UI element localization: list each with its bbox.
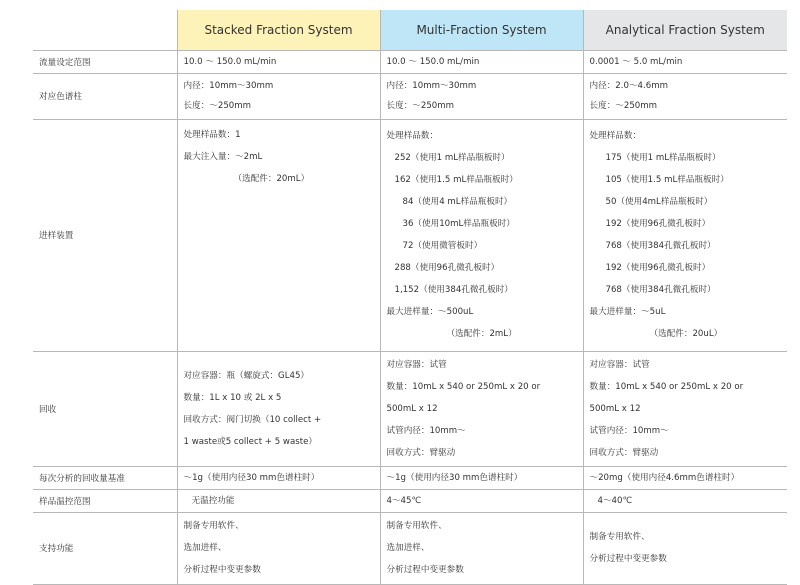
cell-line: 4～40℃ bbox=[597, 495, 633, 506]
header-row bbox=[33, 10, 787, 50]
cell-line: ～20mg（使用内径4.6mm色谱柱时） bbox=[589, 472, 740, 483]
cell-s2 bbox=[380, 351, 583, 466]
cell-line: 10.0 ～ 150.0 mL/min bbox=[386, 56, 480, 67]
header-stacked-fraction: Stacked Fraction System bbox=[177, 10, 380, 50]
cell-line: 选加进样、 bbox=[183, 543, 227, 553]
cell-line: 回收方式：阀门切换（10 collect + bbox=[183, 414, 322, 425]
cell-line: 4～45℃ bbox=[386, 495, 422, 506]
cell-line: 回收方式：臂驱动 bbox=[589, 447, 659, 458]
cell-s1 bbox=[177, 119, 380, 351]
row-label: 对应色谱柱 bbox=[33, 73, 177, 119]
cell-line: 内径：10mm～30mm bbox=[183, 81, 274, 91]
corner-cell bbox=[33, 10, 177, 50]
cell-line: 分析过程中变更参数 bbox=[386, 565, 464, 575]
cell-line: 处理样品数： bbox=[386, 131, 439, 141]
cell-line: 对应容器：瓶（螺旋式：GL45） bbox=[183, 370, 310, 381]
cell-s3 bbox=[583, 351, 787, 466]
cell-s2 bbox=[380, 466, 583, 489]
cell-s3 bbox=[583, 119, 787, 351]
cell-line: 最大注入量：～2mL bbox=[183, 151, 263, 162]
cell-line: 10.0 ～ 150.0 mL/min bbox=[183, 56, 277, 67]
cell-line: 内径：2.0～4.6mm bbox=[589, 81, 668, 91]
cell-line: 处理样品数： bbox=[589, 131, 642, 141]
row-temperature bbox=[33, 489, 787, 512]
cell-line: 84（使用4 mL样品瓶板时） bbox=[402, 197, 513, 207]
row-column bbox=[33, 73, 787, 119]
cell-line: 1,152（使用384孔微孔板时） bbox=[394, 285, 513, 295]
cell-line: ～1g（使用内径30 mm色谱柱时） bbox=[386, 472, 523, 483]
cell-s3 bbox=[583, 73, 787, 119]
cell-s1 bbox=[177, 466, 380, 489]
cell-s3 bbox=[583, 50, 787, 73]
cell-line: 制备专用软件、 bbox=[589, 532, 650, 542]
row-label: 回收 bbox=[33, 351, 177, 466]
row-flow-range bbox=[33, 50, 787, 73]
row-label: 样品温控范围 bbox=[33, 489, 177, 512]
cell-line: 长度：～250mm bbox=[183, 101, 252, 111]
cell-line: 50（使用4mL样品瓶板时） bbox=[605, 197, 713, 207]
cell-line: 选加进样、 bbox=[386, 543, 430, 553]
row-label: 流量设定范围 bbox=[33, 50, 177, 73]
cell-line: 数量：1L x 10 或 2L x 5 bbox=[183, 392, 282, 403]
cell-line: 192（使用96孔微孔板时） bbox=[605, 219, 711, 229]
cell-line: 长度：～250mm bbox=[386, 101, 455, 111]
cell-line: （选配件：2mL） bbox=[446, 329, 517, 339]
cell-line: 175（使用1 mL样品瓶板时） bbox=[605, 153, 721, 163]
cell-line: 252（使用1 mL样品瓶板时） bbox=[394, 153, 510, 163]
cell-s1 bbox=[177, 351, 380, 466]
cell-s3 bbox=[583, 466, 787, 489]
cell-line: 内径：10mm～30mm bbox=[386, 81, 477, 91]
cell-line: 768（使用384孔微孔板时） bbox=[605, 241, 716, 251]
spec-table bbox=[33, 10, 787, 585]
row-label: 每次分析的回收量基准 bbox=[33, 466, 177, 489]
cell-line: 制备专用软件、 bbox=[183, 521, 244, 531]
cell-s2 bbox=[380, 489, 583, 512]
cell-line: 长度：～250mm bbox=[589, 101, 658, 111]
row-label: 支持功能 bbox=[33, 512, 177, 584]
cell-s2 bbox=[380, 73, 583, 119]
cell-line: 最大进样量：～500uL bbox=[386, 307, 474, 317]
row-recovery bbox=[33, 351, 787, 466]
cell-line: 试管内径：10mm～ bbox=[386, 425, 466, 436]
row-support bbox=[33, 512, 787, 584]
cell-line: 对应容器：试管 bbox=[386, 359, 447, 370]
cell-line: 制备专用软件、 bbox=[386, 521, 447, 531]
cell-line: 192（使用96孔微孔板时） bbox=[605, 263, 711, 273]
cell-s2 bbox=[380, 50, 583, 73]
cell-line: 500mL x 12 bbox=[589, 403, 641, 414]
cell-line: 分析过程中变更参数 bbox=[589, 554, 667, 564]
cell-line: 分析过程中变更参数 bbox=[183, 565, 261, 575]
cell-s1 bbox=[177, 73, 380, 119]
cell-line: 数量：10mL x 540 or 250mL x 20 or bbox=[386, 381, 541, 392]
cell-line: 数量：10mL x 540 or 250mL x 20 or bbox=[589, 381, 744, 392]
header-multi-fraction: Multi-Fraction System bbox=[380, 10, 583, 50]
cell-line: 1 waste或5 collect + 5 waste） bbox=[183, 436, 317, 447]
row-recovery-benchmark bbox=[33, 466, 787, 489]
cell-line: 无温控功能 bbox=[191, 495, 235, 506]
cell-s3 bbox=[583, 512, 787, 584]
header-analytical-fraction: Analytical Fraction System bbox=[583, 10, 787, 50]
cell-line: 0.0001 ～ 5.0 mL/min bbox=[589, 56, 683, 67]
cell-s2 bbox=[380, 119, 583, 351]
cell-line: 72（使用微管板时） bbox=[402, 241, 483, 251]
cell-s1 bbox=[177, 50, 380, 73]
cell-line: 288（使用96孔微孔板时） bbox=[394, 263, 500, 273]
cell-line: 最大进样量：～5uL bbox=[589, 307, 666, 317]
cell-line: （选配件：20mL） bbox=[233, 173, 310, 184]
cell-line: 对应容器：试管 bbox=[589, 359, 650, 370]
cell-line: （选配件：20uL） bbox=[649, 329, 723, 339]
cell-line: 162（使用1.5 mL样品瓶板时） bbox=[394, 175, 518, 185]
cell-s1 bbox=[177, 489, 380, 512]
row-label: 进样装置 bbox=[33, 119, 177, 351]
cell-line: 105（使用1.5 mL样品瓶板时） bbox=[605, 175, 729, 185]
cell-line: 处理样品数：1 bbox=[183, 129, 241, 140]
cell-line: 500mL x 12 bbox=[386, 403, 438, 414]
cell-s3 bbox=[583, 489, 787, 512]
row-injector bbox=[33, 119, 787, 351]
cell-s2 bbox=[380, 512, 583, 584]
cell-line: 试管内径：10mm～ bbox=[589, 425, 669, 436]
cell-line: 回收方式：臂驱动 bbox=[386, 447, 456, 458]
cell-line: ～1g（使用内径30 mm色谱柱时） bbox=[183, 472, 320, 483]
cell-line: 36（使用10mL样品瓶板时） bbox=[402, 219, 515, 229]
cell-s1 bbox=[177, 512, 380, 584]
cell-line: 768（使用384孔微孔板时） bbox=[605, 285, 716, 295]
